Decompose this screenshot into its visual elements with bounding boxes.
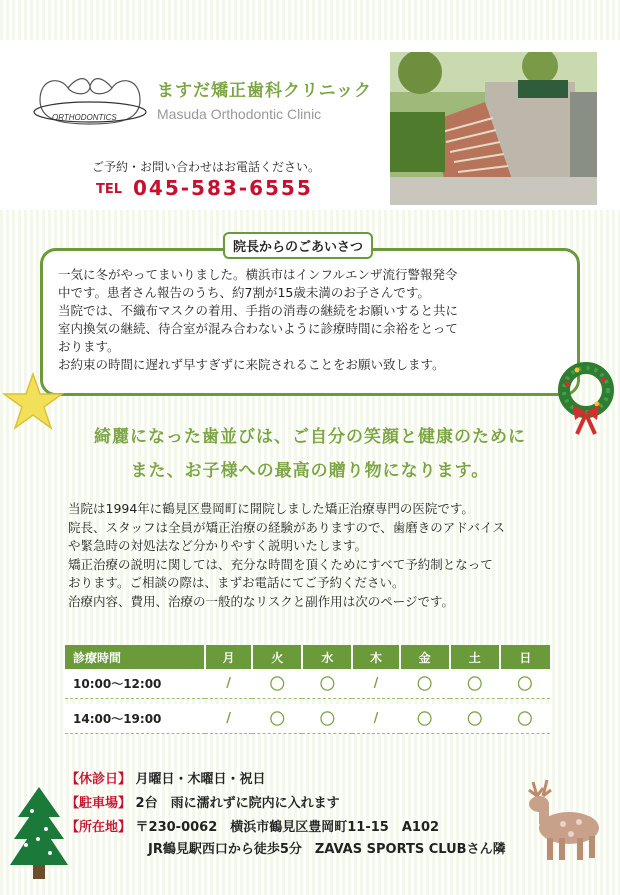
- day-sat: 土: [450, 645, 500, 669]
- hours-row-afternoon: [65, 704, 550, 734]
- hours-mark: 〇: [252, 704, 302, 734]
- greeting-title: 院長からのごあいさつ: [223, 232, 373, 259]
- address: [66, 816, 506, 835]
- description-line: 院長、スタッフは全員が矯正治療の経験がありますので、歯磨きのアドバイス: [68, 519, 505, 535]
- day-fri: 金: [400, 645, 450, 669]
- time-slot: 10:00〜12:00: [65, 669, 205, 699]
- hours-mark: 〇: [400, 669, 450, 699]
- tel-label: TEL: [96, 182, 123, 197]
- time-slot: 14:00〜19:00: [65, 704, 205, 734]
- clinic-name-en: Masuda Orthodontic Clinic: [157, 106, 322, 122]
- day-sun: 日: [500, 645, 550, 669]
- closed-days-value: 月曜日・木曜日・祝日: [135, 772, 266, 787]
- description-line: 治療内容、費用、治療の一般的なリスクと副作用は次のページです。: [68, 593, 455, 609]
- hours-mark: 〇: [450, 704, 500, 734]
- headline-line-1: 綺麗になった歯並びは、ご自分の笑顔と健康のために: [94, 427, 526, 447]
- description-line: 当院は1994年に鶴見区豊岡町に開院しました矯正治療専門の医院です。: [68, 501, 474, 516]
- hours-mark: 〇: [302, 669, 352, 699]
- hours-mark: 〇: [450, 669, 500, 699]
- access-info: JR鶴見駅西口から徒歩5分 ZAVAS SPORTS CLUBさん隣: [148, 842, 506, 857]
- logo-text: ORTHODONTICS: [52, 113, 117, 122]
- clinic-info: [66, 768, 506, 862]
- address-value: 〒230-0062 横浜市鶴見区豊岡町11-15 A102: [135, 820, 440, 835]
- parking-label: 【駐車場】: [66, 796, 132, 811]
- day-wed: 水: [302, 645, 352, 669]
- contact-note: ご予約・お問い合わせはお電話ください。: [92, 160, 321, 174]
- greeting-line: おります。: [58, 339, 120, 354]
- description-line: 矯正治療の説明に関しては、充分な時間を頂くためにすべて予約制となって: [68, 556, 493, 572]
- clinic-name-jp: ますだ矯正歯科クリニック: [157, 81, 372, 101]
- greeting-line: 室内換気の継続、待合室が混み合わないように診療時間に余裕をとって: [58, 321, 458, 336]
- greeting-line: お約束の時間に遅れず早すぎずに来院されることをお願い致します。: [58, 357, 445, 372]
- parking-value: 2台 雨に濡れずに院内に入れます: [135, 796, 340, 811]
- hours-mark: 〇: [302, 704, 352, 734]
- closed-days: [66, 768, 506, 787]
- greeting-line: 当院では、不織布マスクの着用、手指の消毒の継続をお願いすると共に: [58, 303, 459, 318]
- reindeer-icon: [513, 778, 601, 862]
- headline-line-2: また、お子様への最高の贈り物になります。: [130, 461, 490, 481]
- orthodontics-logo: [30, 68, 150, 130]
- consultation-hours-table: [65, 645, 550, 734]
- hours-mark: /: [205, 704, 252, 734]
- hours-mark: 〇: [252, 669, 302, 699]
- hours-mark: /: [352, 669, 399, 699]
- greeting-line: 中です。患者さん報告のうち、約7割が15歳未満のお子さんです。: [58, 285, 430, 300]
- clinic-building-photo: [390, 52, 597, 205]
- tel-number[interactable]: 045-583-6555: [133, 176, 313, 200]
- hours-header-row: [65, 645, 550, 669]
- day-mon: 月: [205, 645, 252, 669]
- hours-mark: 〇: [400, 704, 450, 734]
- description-line: おります。ご相談の際は、まずお電話にてご予約ください。: [68, 575, 405, 590]
- closed-days-label: 【休診日】: [66, 772, 132, 787]
- hours-header-label: 診療時間: [65, 645, 205, 669]
- day-thu: 木: [352, 645, 399, 669]
- address-label: 【所在地】: [66, 820, 132, 835]
- clinic-description: [68, 500, 588, 611]
- hours-row-morning: [65, 669, 550, 699]
- christmas-tree-icon: [8, 785, 70, 883]
- day-tue: 火: [252, 645, 302, 669]
- parking: [66, 792, 506, 811]
- hours-mark: 〇: [500, 704, 550, 734]
- hours-mark: /: [205, 669, 252, 699]
- description-line: や緊急時の対処法など分かりやすく説明いたします。: [68, 538, 368, 553]
- greeting-line: 一気に冬がやってまいりました。横浜市はインフルエンザ流行警報発令: [58, 267, 458, 282]
- greeting-text: [58, 266, 568, 374]
- hours-mark: 〇: [500, 669, 550, 699]
- hours-mark: /: [352, 704, 399, 734]
